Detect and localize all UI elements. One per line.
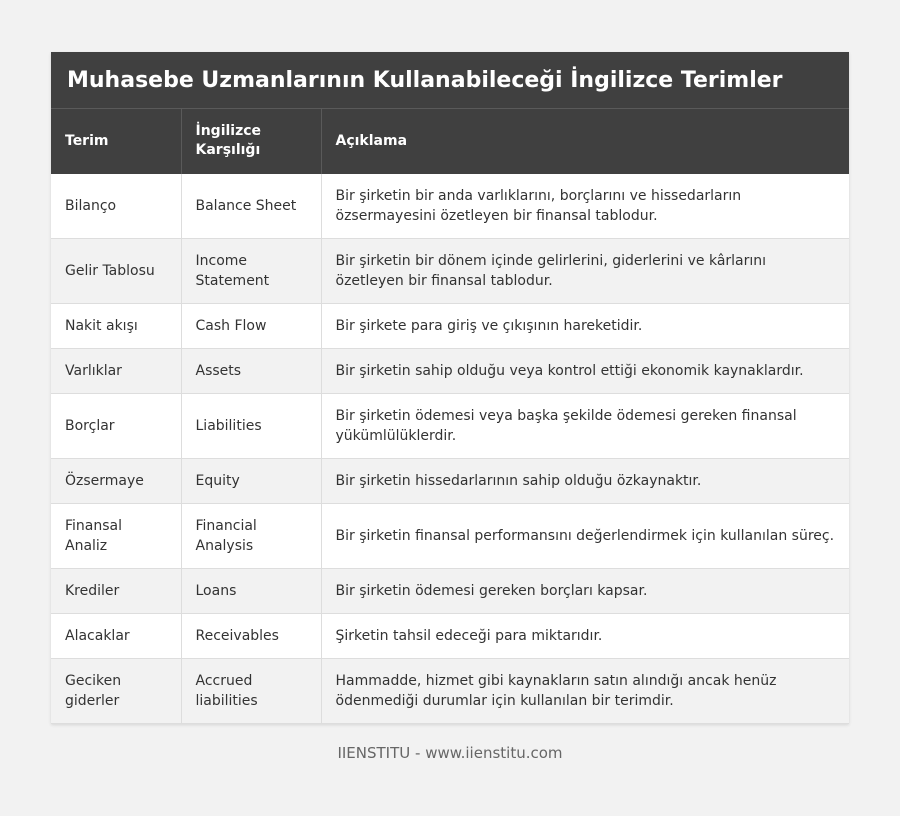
english-cell: Cash Flow: [181, 304, 321, 349]
table-row: [51, 394, 849, 459]
column-header-english: İngilizce Karşılığı: [181, 109, 321, 174]
english-cell: Receivables: [181, 614, 321, 659]
description-cell: Bir şirketin bir dönem içinde gelirlerini, giderlerini ve kârlarını özetleyen bir finansal tablodur.: [321, 239, 849, 304]
term-cell: Gelir Tablosu: [51, 239, 181, 304]
term-cell: Varlıklar: [51, 349, 181, 394]
table-row: [51, 349, 849, 394]
english-cell: Equity: [181, 459, 321, 504]
terms-table: [51, 108, 849, 724]
description-cell: Bir şirketin ödemesi gereken borçları kapsar.: [321, 569, 849, 614]
description-cell: Bir şirketin bir anda varlıklarını, borçlarını ve hissedarların özsermayesini özetleyen bir finansal tablodur.: [321, 174, 849, 239]
table-row: [51, 659, 849, 724]
english-cell: Income Statement: [181, 239, 321, 304]
description-cell: Bir şirketin hissedarlarının sahip olduğu özkaynaktır.: [321, 459, 849, 504]
description-cell: Bir şirketin finansal performansını değerlendirmek için kullanılan süreç.: [321, 504, 849, 569]
term-cell: Özsermaye: [51, 459, 181, 504]
table-row: [51, 504, 849, 569]
description-cell: Hammadde, hizmet gibi kaynakların satın alındığı ancak henüz ödenmediği durumlar için kullanılan bir terimdir.: [321, 659, 849, 724]
term-cell: Geciken giderler: [51, 659, 181, 724]
english-cell: Liabilities: [181, 394, 321, 459]
term-cell: Finansal Analiz: [51, 504, 181, 569]
column-header-term: Terim: [51, 109, 181, 174]
footer-source: IIENSTITU - www.iienstitu.com: [337, 744, 563, 762]
english-cell: Balance Sheet: [181, 174, 321, 239]
table-header-row: [51, 109, 849, 174]
terms-table-card: [51, 52, 849, 724]
table-row: [51, 239, 849, 304]
term-cell: Bilanço: [51, 174, 181, 239]
table-row: [51, 459, 849, 504]
term-cell: Alacaklar: [51, 614, 181, 659]
table-row: [51, 174, 849, 239]
term-cell: Borçlar: [51, 394, 181, 459]
column-header-description: Açıklama: [321, 109, 849, 174]
description-cell: Şirketin tahsil edeceği para miktarıdır.: [321, 614, 849, 659]
english-cell: Loans: [181, 569, 321, 614]
term-cell: Nakit akışı: [51, 304, 181, 349]
description-cell: Bir şirketin sahip olduğu veya kontrol ettiği ekonomik kaynaklardır.: [321, 349, 849, 394]
table-row: [51, 569, 849, 614]
table-title: Muhasebe Uzmanlarının Kullanabileceği İngilizce Terimler: [51, 52, 849, 108]
english-cell: Financial Analysis: [181, 504, 321, 569]
table-row: [51, 304, 849, 349]
table-row: [51, 614, 849, 659]
english-cell: Accrued liabilities: [181, 659, 321, 724]
description-cell: Bir şirketin ödemesi veya başka şekilde ödemesi gereken finansal yükümlülüklerdir.: [321, 394, 849, 459]
english-cell: Assets: [181, 349, 321, 394]
description-cell: Bir şirkete para giriş ve çıkışının hareketidir.: [321, 304, 849, 349]
term-cell: Krediler: [51, 569, 181, 614]
